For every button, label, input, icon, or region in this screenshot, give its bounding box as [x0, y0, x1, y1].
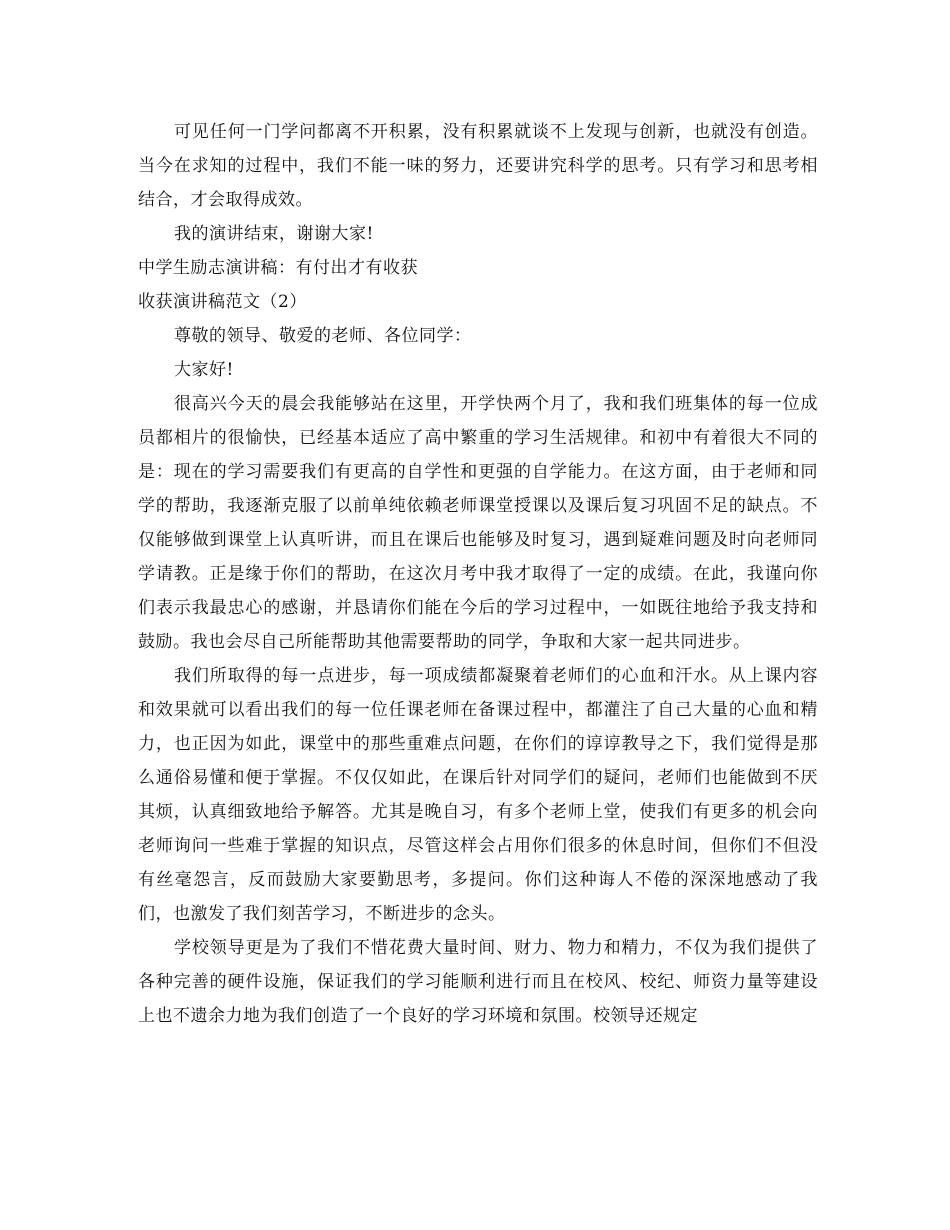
body-paragraph-1: 很高兴今天的晨会我能够站在这里，开学快两个月了，我和我们班集体的每一位成员都相片的很愉快，已经基本适应了高中繁重的学习生活规律。和初中有着很大不同的是：现在的学习需要我们有更高的自学性和更强的自学能力。在这方面，由于老师和同学的帮助，我逐渐克服了以前单纯依赖老师课堂授课以及课后复习巩固不足的缺点。不仅能够做到课堂上认真听讲，而且在课后也能够及时复习，遇到疑难问题及时向老师同学请教。正是缘于你们的帮助，在这次月考中我才取得了一定的成绩。在此，我谨向你们表示我最忠心的感谢，并恳请你们能在今后的学习过程中，一如既往地给予我支持和鼓励。我也会尽自己所能帮助其他需要帮助的同学，争取和大家一起共同进步。	[138, 394, 818, 652]
salutation: 尊敬的领导、敬爱的老师、各位同学：	[174, 326, 472, 346]
paragraph-closing: 我的演讲结束，谢谢大家!	[174, 224, 374, 244]
body-paragraph-3: 学校领导更是为了我们不惜花费大量时间、财力、物力和精力，不仅为我们提供了各种完善的硬件设施，保证我们的学习能顺利进行而且在校风、校纪、师资力量等建设上也不遗余力地为我们创造了一个良好的学习环境和氛围。校领导还规定	[138, 938, 818, 1026]
paragraph-conclusion: 可见任何一门学问都离不开积累，没有积累就谈不上发现与创新，也就没有创造。当今在求知的过程中，我们不能一味的努力，还要讲究科学的思考。只有学习和思考相结合，才会取得成效。	[138, 122, 818, 210]
greeting: 大家好!	[174, 360, 234, 380]
section-title: 中学生励志演讲稿：有付出才有收获	[138, 258, 418, 278]
section-subtitle: 收获演讲稿范文（2）	[138, 292, 307, 312]
document-page	[138, 115, 818, 1033]
body-paragraph-2: 我们所取得的每一点进步，每一项成绩都凝聚着老师们的心血和汗水。从上课内容和效果就可以看出我们的每一位任课老师在备课过程中，都灌注了自己大量的心血和精力，也正因为如此，课堂中的那些重难点问题，在你们的谆谆教导之下，我们觉得是那么通俗易懂和便于掌握。不仅仅如此，在课后针对同学们的疑问，老师们也能做到不厌其烦，认真细致地给予解答。尤其是晚自习，有多个老师上堂，使我们有更多的机会向老师询问一些难于掌握的知识点，尽管这样会占用你们很多的休息时间，但你们不但没有丝毫怨言，反而鼓励大家要勤思考，多提问。你们这种诲人不倦的深深地感动了我们，也激发了我们刻苦学习，不断进步的念头。	[138, 666, 818, 924]
